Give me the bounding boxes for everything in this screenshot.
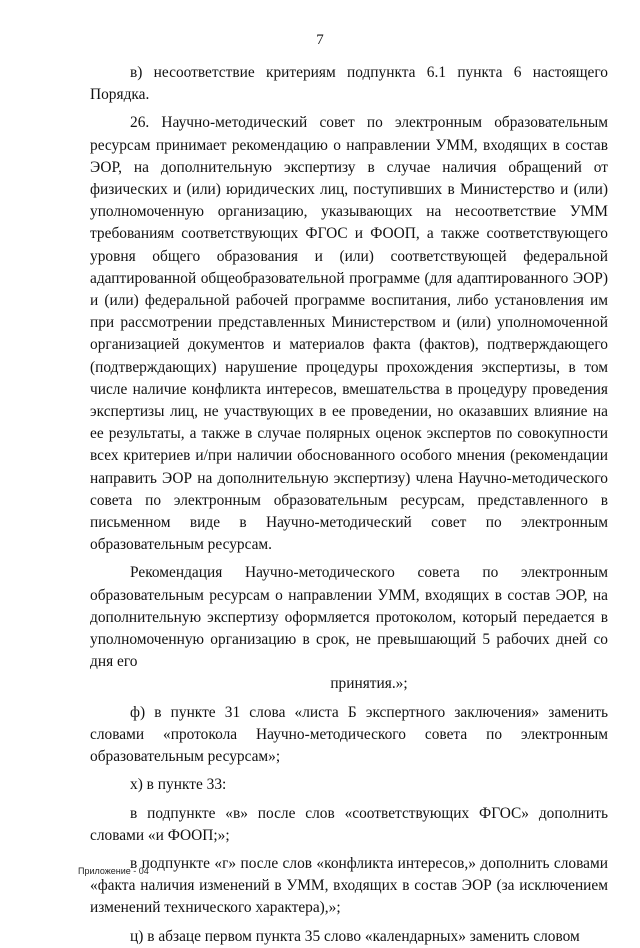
paragraph-subitem-v: в подпункте «в» после слов «соответствующих ФГОС» дополнить словами «и ФООП;»;	[90, 804, 608, 844]
paragraph-item-ts: ц) в абзаце первом пункта 35 слово «календарных» заменить словом	[130, 927, 580, 945]
document-body	[90, 62, 608, 948]
page-number: 7	[316, 32, 324, 48]
footer-attachment-label: Приложение - 04	[78, 866, 149, 876]
paragraph-item-v: в) несоответствие критериям подпункта 6.1 пункта 6 настоящего Порядка.	[90, 64, 608, 104]
paragraph-recommendation-tail: принятия.»;	[330, 675, 408, 693]
paragraph-subitem-g: в подпункте «г» после слов «конфликта интересов,» дополнить словами «факта наличия изменений в УММ, входящих в состав ЭОР (за исключением изменений технического характера),»;	[90, 854, 608, 917]
paragraph-item-f: ф) в пункте 31 слова «листа Б экспертного заключения» заменить словами «протокола Научно-методического совета по электронным образовательным ресурсам»;	[90, 703, 608, 766]
paragraph-26: 26. Научно-методический совет по электронным образовательным ресурсам принимает рекомендацию о направлении УММ, входящих в состав ЭОР, на дополнительную экспертизу в случае наличия обращений от физических и (или) юридических лиц, поступивших в Министерство и (или) уполномоченную организацию, указывающих на несоответствие УММ требованиям соответствующих ФГОС и ФООП, а также соответствующего уровня общего образования и (или) соответствующей федеральной адаптированной общеобразовательной программе (для адаптированного ЭОР) и (или) федеральной рабочей программе воспитания, либо установления им при рассмотрении представленных Министерством и (или) уполномоченной организацией документов и материалов факта (фактов), подтверждающего (подтверждающих) нарушение процедуры прохождения экспертизы, в том числе наличие конфликта интересов, вмешательства в процедуру проведения экспертизы лиц, не участвующих в ее проведении, но оказавших влияние на ее результаты, а также в случае полярных оценок экспертов по совокупности всех критериев и/при наличии обоснованного особого мнения (рекомендации направить ЭОР на дополнительную экспертизу) члена Научно-методического совета по электронным образовательным ресурсам, представленного в письменном виде в Научно-методический совет по электронным образовательным ресурсам.	[90, 114, 608, 554]
paragraph-recommendation-text: Рекомендация Научно-методического совета по электронным образовательным ресурсам о направлении УММ, входящих в состав ЭОР, на дополнительную экспертизу оформляется протоколом, который передается в уполномоченную организацию в срок, не превышающий 5 рабочих дней со дня его	[90, 564, 608, 671]
paragraph-recommendation	[90, 562, 608, 695]
paragraph-item-kh: х) в пункте 33:	[130, 776, 227, 794]
